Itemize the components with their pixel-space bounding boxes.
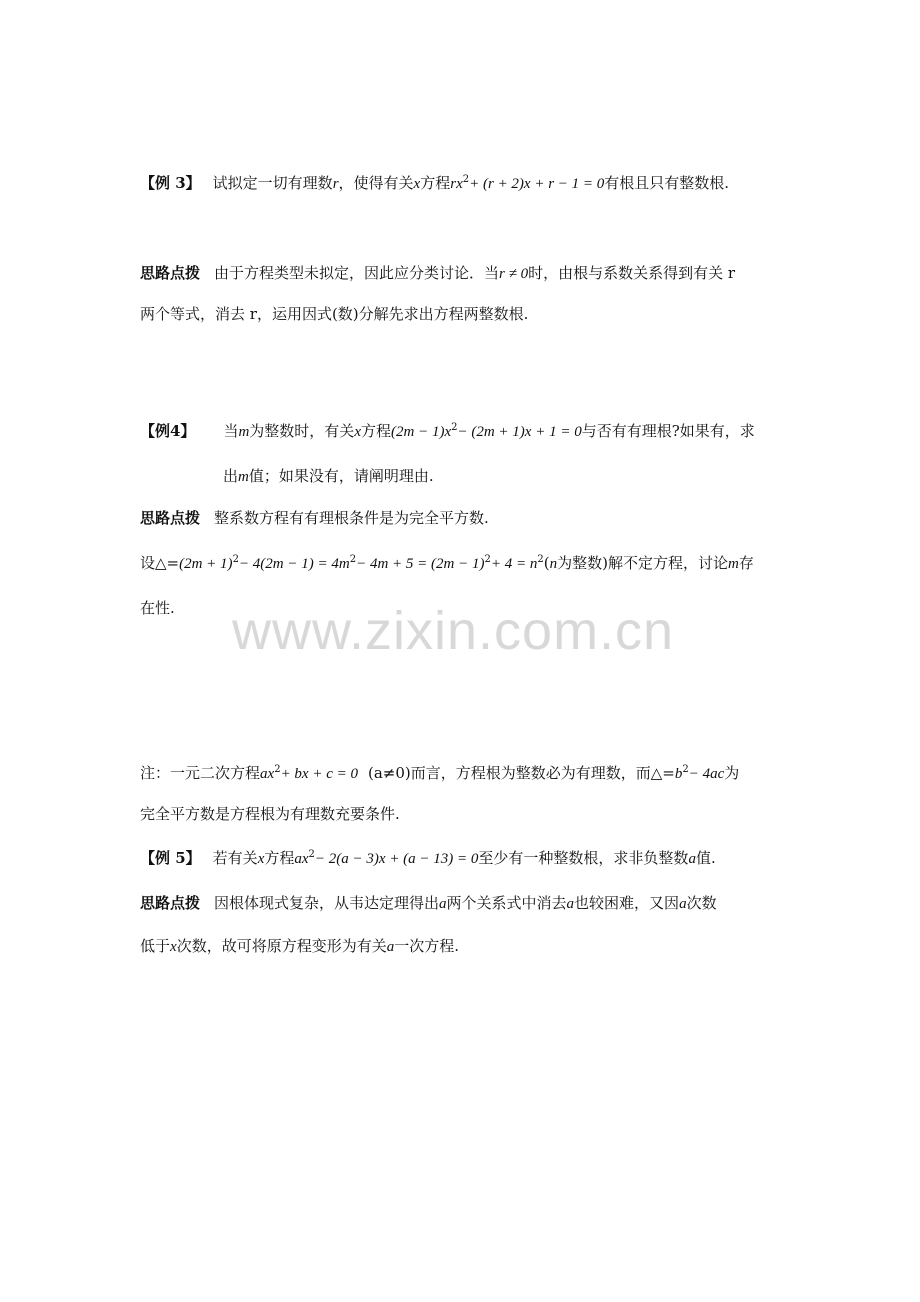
ex4-var-x: x — [354, 424, 361, 440]
hint4-text: 整系数方程有有理根条件是为完全平方数. — [214, 509, 489, 527]
hint4-eq2: − 4(2m − 1) = 4m — [238, 556, 350, 572]
note-line-1 — [140, 763, 739, 784]
exponent: 2 — [451, 422, 458, 433]
ex5-var-a: a — [688, 851, 696, 867]
ex3-equation-a: rx — [450, 176, 463, 192]
hint4-line2c: 存 — [738, 554, 754, 572]
hint5-line2b: 次数，故可将原方程变形为有关 — [176, 937, 387, 955]
note-line-2: 完全平方数是方程根为有理数充要条件. — [140, 805, 400, 823]
hint4-eq4: + 4 = n — [490, 556, 538, 572]
hint4-line2b: 为整数)解不定方程，讨论 — [557, 554, 728, 572]
hint-3-label: 思路点拨 — [140, 264, 201, 282]
ex4-mid2: 方程 — [360, 422, 391, 440]
ex3-var-r: r — [332, 176, 339, 192]
note-eq-b: + bx + c = 0 — [280, 766, 358, 782]
ex3-mid: ，使得有关 — [338, 174, 414, 192]
watermark: www.zixin.com.cn — [232, 601, 675, 661]
hint4-eq3: − 4m + 5 = (2m − 1) — [356, 556, 485, 572]
ex5-pre: 若有关 — [212, 849, 258, 867]
exponent: 2 — [537, 554, 544, 565]
hint-4-line-3: 在性. — [140, 599, 175, 617]
hint4-eq1: (2m + 1) — [179, 556, 233, 572]
hint5-var-a-3: a — [679, 896, 687, 912]
hint-4-line-1 — [140, 508, 489, 528]
ex4-line2b: 值；如果没有，请阐明理由. — [248, 467, 434, 485]
ex3-var-x: x — [413, 176, 421, 192]
ex3-equation-b: + (r + 2)x + r − 1 = 0 — [469, 176, 605, 192]
ex4-post: 与否有有理根?如果有，求 — [581, 422, 755, 440]
ex3-pre: 试拟定一切有理数 — [212, 174, 333, 192]
exponent: 2 — [682, 764, 689, 775]
hint3-line1a: 由于方程类型未拟定，因此应分类讨论．当 — [214, 264, 500, 282]
ex3-mid2: 方程 — [420, 174, 451, 192]
ex5-mid: 方程 — [264, 849, 295, 867]
hint-5-line-2 — [140, 936, 459, 957]
ex5-post: 至少有一种整数根，求非负整数 — [478, 849, 689, 867]
ex5-post2: 值. — [695, 849, 716, 867]
ex3-post: 有根且只有整数根. — [604, 174, 730, 192]
example-3-label: 【例 3】 — [140, 174, 201, 192]
hint4-var-n: n — [549, 556, 558, 572]
ex4-pre: 当 — [223, 422, 239, 440]
ex5-eq-a: ax — [294, 851, 309, 867]
hint3-line1b: 时，由根与系数关系得到有关 r — [528, 264, 736, 282]
hint-5-label: 思路点拨 — [140, 894, 201, 912]
hint5-var-x: x — [170, 939, 177, 955]
exponent: 2 — [232, 554, 239, 565]
ex4-equation-a: (2m − 1)x — [391, 424, 452, 440]
hint4-var-m: m — [727, 556, 739, 572]
hint-3-line-1 — [140, 263, 735, 284]
hint5-var-a-4: a — [386, 939, 395, 955]
ex5-eq-b: − 2(a − 3)x + (a − 13) = 0 — [314, 851, 479, 867]
example-4-line-2 — [223, 466, 434, 487]
example-4-line-1 — [140, 421, 755, 442]
ex4-var-m: m — [238, 424, 250, 440]
exponent: 2 — [308, 849, 315, 860]
note-eq-a: ax — [260, 766, 275, 782]
hint5-line2a: 低于 — [140, 937, 171, 955]
hint-5-line-1 — [140, 893, 717, 914]
hint5-line1a: 因根体现式复杂，从韦达定理得出 — [214, 894, 440, 912]
hint-4-line-2 — [140, 553, 754, 574]
exponent: 2 — [274, 764, 281, 775]
example-3-line — [140, 173, 729, 194]
ex4-mid: 为整数时，有关 — [249, 422, 355, 440]
example-4-label: 【例4】 — [140, 422, 196, 440]
exponent: 2 — [349, 554, 357, 565]
hint5-line2c: 一次方程. — [394, 937, 459, 955]
exponent: 2 — [484, 554, 491, 565]
hint3-cond: r ≠ 0 — [499, 266, 529, 282]
hint5-line1b: 两个关系式中消去 — [446, 894, 567, 912]
exponent: 2 — [462, 174, 470, 185]
note-line1b: 为 — [724, 764, 740, 782]
note-cond: (a≠0)而言，方程根为整数必为有理数，而△= — [368, 764, 675, 782]
note-line1a: 注：一元二次方程 — [140, 764, 261, 782]
hint4-line2a: 设△= — [140, 554, 180, 572]
ex5-var-x: x — [257, 851, 265, 867]
example-5-label: 【例 5】 — [140, 849, 201, 867]
hint4-paren: ( — [543, 554, 550, 572]
note-disc-a: b — [674, 766, 683, 782]
hint-3-line-2: 两个等式，消去 r，运用因式(数)分解先求出方程两整数根. — [140, 305, 529, 323]
ex4-var-m-2: m — [238, 469, 249, 485]
ex4-line2a: 出 — [223, 467, 239, 485]
hint5-var-a-2: a — [566, 896, 575, 912]
hint-4-label: 思路点拨 — [140, 509, 201, 527]
hint5-var-a: a — [439, 896, 447, 912]
hint5-line1c: 也较困难，又因 — [574, 894, 680, 912]
hint5-line1d: 次数 — [686, 894, 717, 912]
note-disc-b: − 4ac — [688, 766, 725, 782]
example-5-line — [140, 848, 716, 869]
ex4-equation-b: − (2m + 1)x + 1 = 0 — [457, 424, 582, 440]
